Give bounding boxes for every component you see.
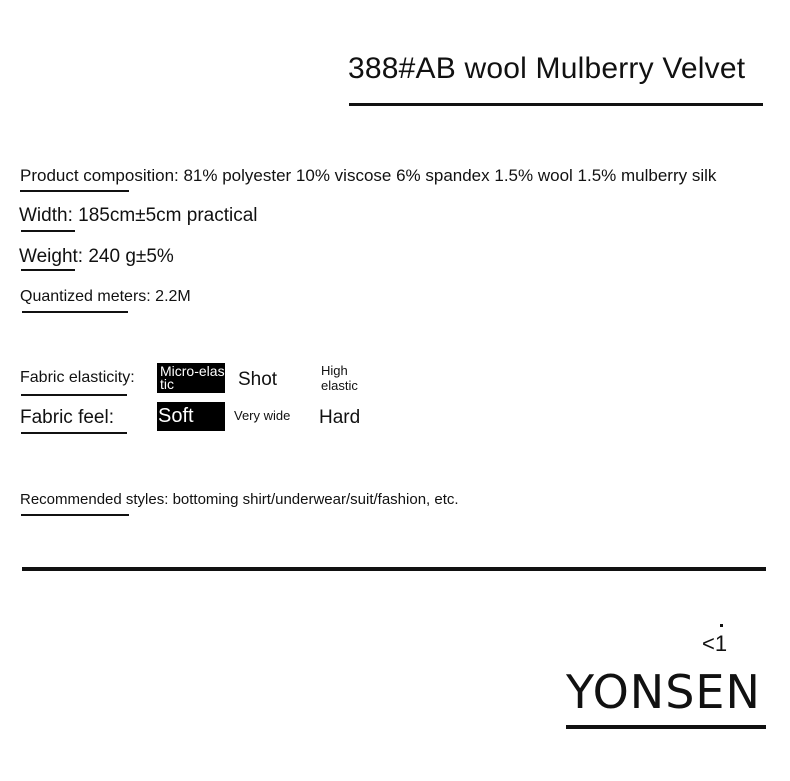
feel-option-soft: Soft: [157, 402, 225, 431]
recommended-underline: [21, 514, 129, 516]
recommended-styles: Recommended styles: bottoming shirt/underwear/suit/fashion, etc.: [20, 491, 459, 508]
brand-logo: YONSEN: [566, 665, 761, 719]
elasticity-option-high-elastic: High elastic: [321, 363, 358, 393]
page-marker-tick: [720, 624, 723, 627]
page-title: 388#AB wool Mulberry Velvet: [348, 52, 746, 85]
width-underline: [21, 230, 75, 232]
title-underline: [349, 103, 763, 106]
feel-option-very-wide: Very wide: [234, 408, 291, 423]
page-marker: <1: [702, 631, 728, 656]
section-divider: [22, 567, 766, 571]
feel-label: Fabric feel:: [20, 407, 114, 428]
weight-underline: [21, 269, 75, 271]
elasticity-option-micro-elastic: Micro-elastic: [157, 363, 225, 393]
width-spec: Width: 185cm±5cm practical: [19, 205, 258, 226]
quantized-meters-spec: Quantized meters: 2.2M: [20, 288, 191, 305]
quantized-meters-underline: [22, 311, 128, 313]
weight-spec: Weight: 240 g±5%: [19, 246, 174, 267]
elasticity-underline: [21, 394, 127, 396]
composition-underline: [20, 190, 129, 192]
elasticity-label: Fabric elasticity:: [20, 369, 135, 386]
elasticity-option-shot: Shot: [238, 369, 278, 390]
feel-option-hard: Hard: [319, 407, 361, 428]
feel-underline: [21, 432, 127, 434]
brand-underline: [566, 725, 766, 729]
composition-spec: Product composition: 81% polyester 10% viscose 6% spandex 1.5% wool 1.5% mulberry silk: [20, 166, 717, 185]
